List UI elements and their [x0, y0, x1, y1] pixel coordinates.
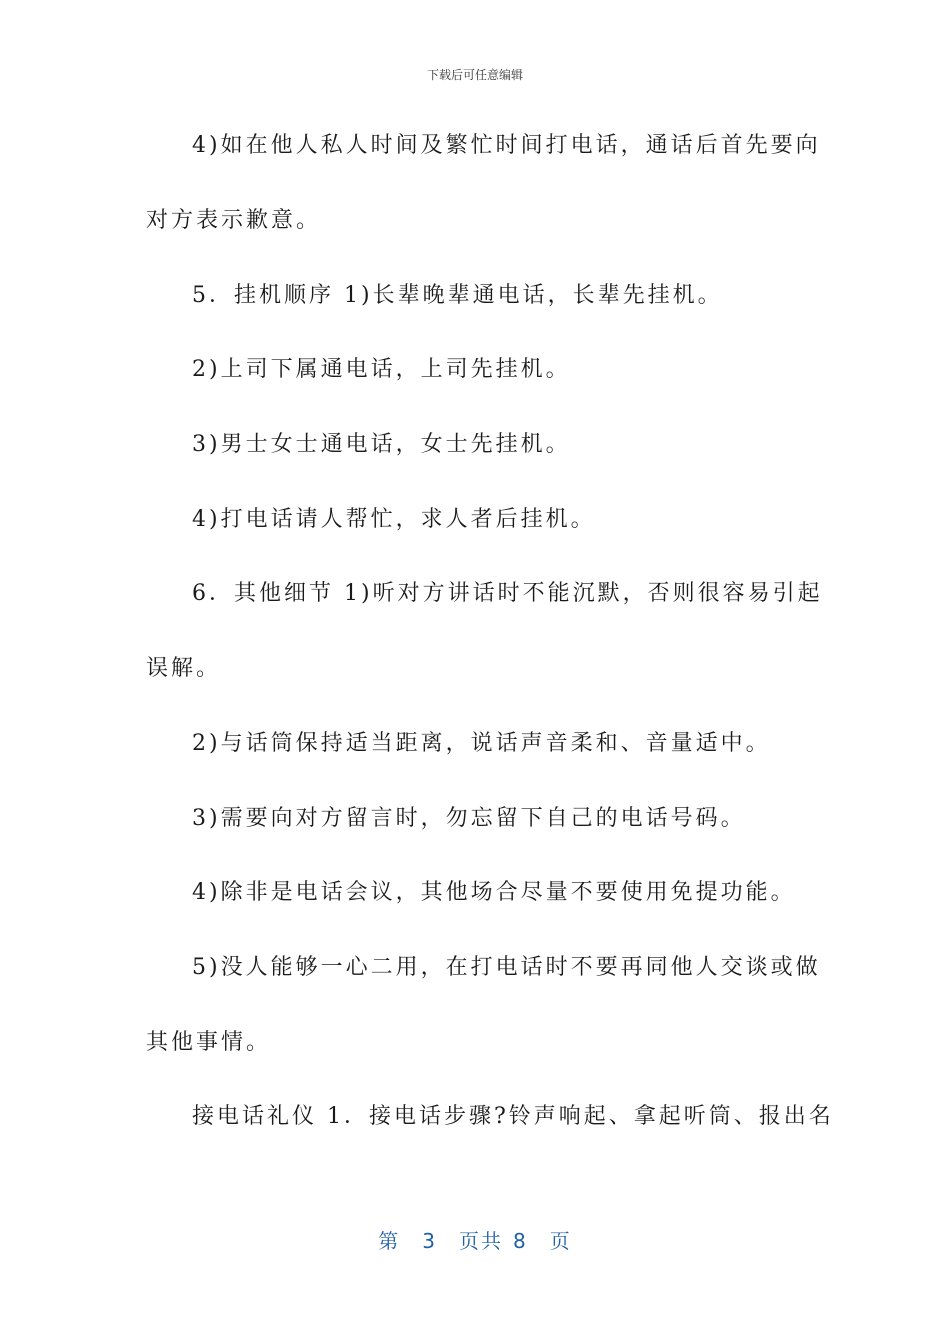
- paragraph-line: 对方表示歉意。: [146, 208, 322, 233]
- paragraph-line: 误解。: [146, 656, 222, 681]
- paragraph-line: 5．挂机顺序 1)长辈晚辈通电话，长辈先挂机。: [192, 283, 723, 308]
- footer-current-page: 3: [422, 1229, 437, 1253]
- paragraph-line: 5)没人能够一心二用，在打电话时不要再同他人交谈或做: [192, 955, 821, 980]
- paragraph-line: 4)打电话请人帮忙，求人者后挂机。: [192, 507, 596, 532]
- paragraph-line: 3)需要向对方留言时，勿忘留下自己的电话号码。: [192, 806, 746, 831]
- paragraph-line: 2)上司下属通电话，上司先挂机。: [192, 357, 571, 382]
- footer-total-pages: 8: [513, 1229, 528, 1253]
- paragraph-line: 4)除非是电话会议，其他场合尽量不要使用免提功能。: [192, 880, 796, 905]
- paragraph-line: 接电话礼仪 1．接电话步骤?铃声响起、拿起听筒、报出名: [192, 1104, 834, 1129]
- paragraph-line: 6．其他细节 1)听对方讲话时不能沉默，否则很容易引起: [192, 581, 823, 606]
- paragraph-line: 3)男士女士通电话，女士先挂机。: [192, 432, 571, 457]
- footer-prefix: 第: [378, 1229, 401, 1253]
- footer-middle: 页共: [459, 1229, 503, 1253]
- footer-suffix: 页: [549, 1229, 572, 1253]
- page-footer: [0, 1225, 950, 1254]
- paragraph-line: 其他事情。: [146, 1030, 272, 1055]
- paragraph-line: 2)与话筒保持适当距离，说话声音柔和、音量适中。: [192, 731, 771, 756]
- page-header: 下载后可任意编辑: [426, 68, 523, 82]
- paragraph-line: 4)如在他人私人时间及繁忙时间打电话，通话后首先要向: [192, 133, 821, 158]
